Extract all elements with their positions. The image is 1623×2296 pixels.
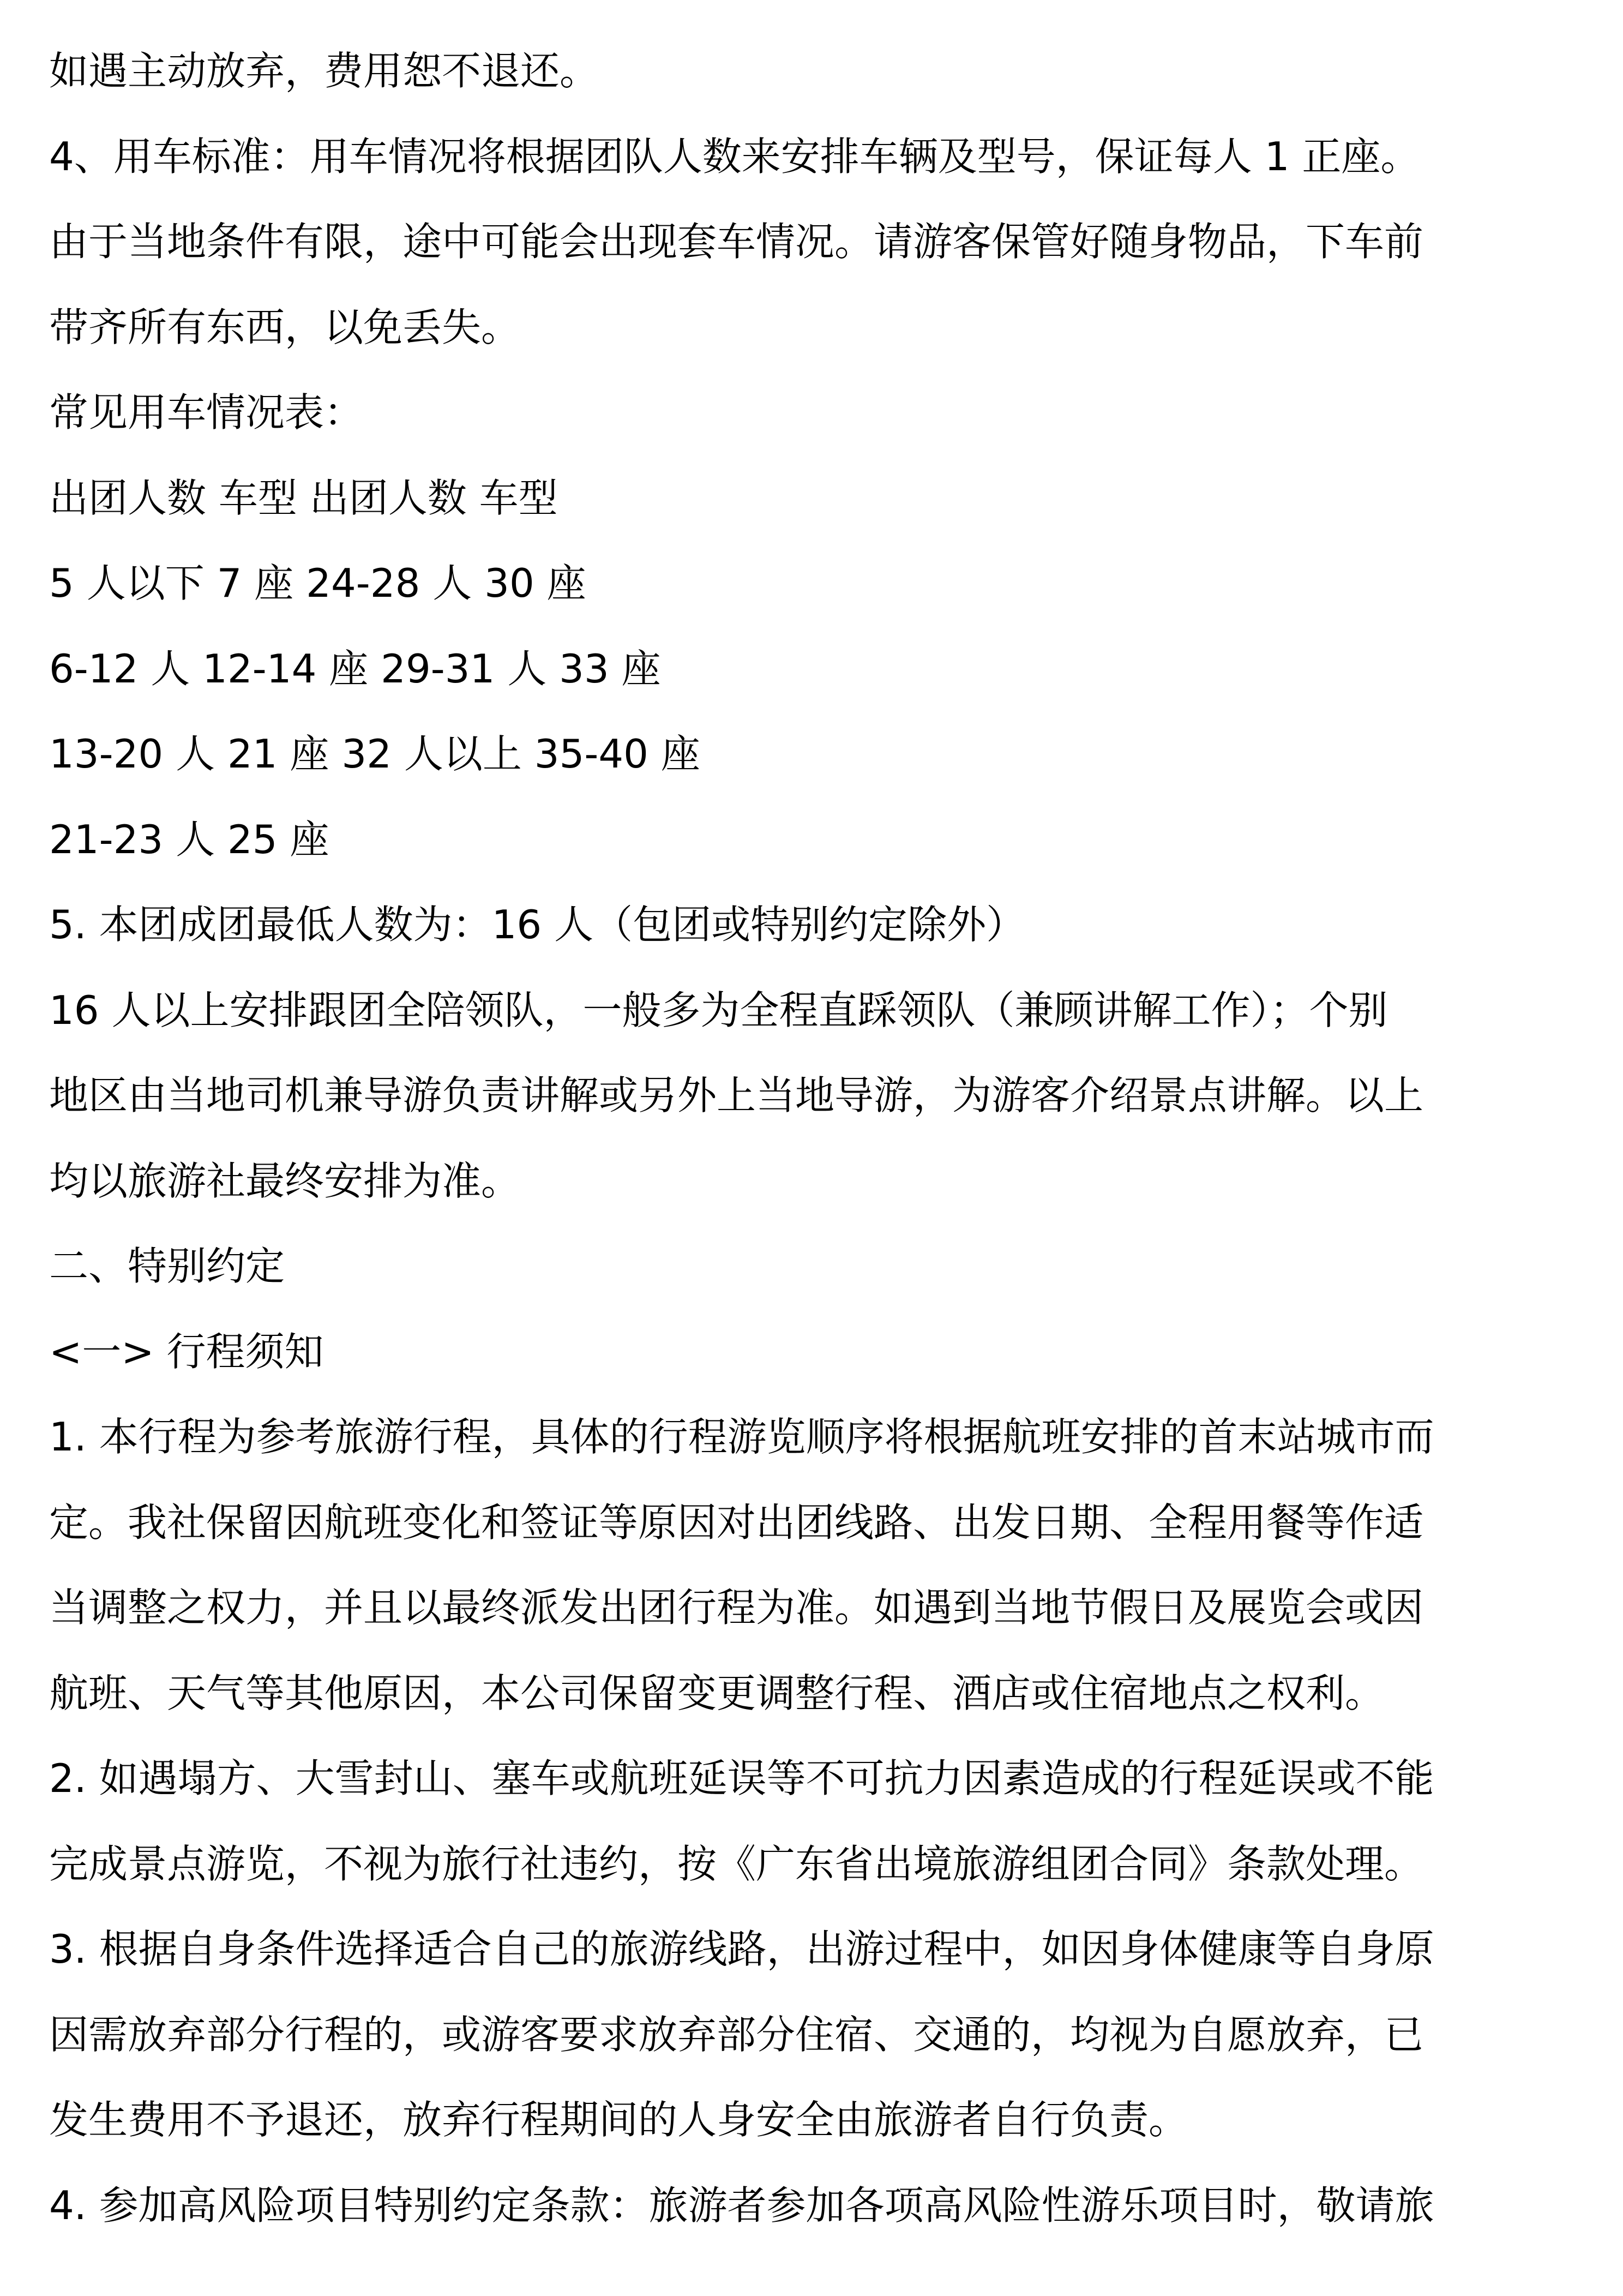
section-heading: 二、特别约定 [49,1243,285,1289]
text-line: 4、用车标准：用车情况将根据团队人数来安排车辆及型号，保证每人 1 正座。 [49,134,1420,179]
vehicle-table-row: 21-23 人 25 座 [49,817,329,862]
text-line: 2. 如遇塌方、大雪封山、塞车或航班延误等不可抗力因素造成的行程延误或不能 [49,1755,1434,1801]
subsection-heading: <一> 行程须知 [49,1329,324,1375]
text-line: 16 人以上安排跟团全陪领队，一般多为全程直踩领队（兼顾讲解工作）；个别 [49,987,1388,1033]
vehicle-table-row: 6-12 人 12-14 座 29-31 人 33 座 [49,646,661,692]
text-line: 由于当地条件有限，途中可能会出现套车情况。请游客保管好随身物品，下车前 [49,219,1424,265]
text-line: 带齐所有东西，以免丢失。 [49,304,521,350]
text-line: 地区由当地司机兼导游负责讲解或另外上当地导游，为游客介绍景点讲解。以上 [49,1072,1424,1118]
text-line: 均以旅游社最终安排为准。 [49,1158,521,1204]
text-line: 当调整之权力，并且以最终派发出团行程为准。如遇到当地节假日及展览会或因 [49,1585,1424,1630]
vehicle-table-header: 出团人数 车型 出团人数 车型 [49,475,558,521]
text-line: 如遇主动放弃，费用恕不退还。 [49,48,599,94]
text-line: 常见用车情况表： [49,389,364,435]
text-line: 4. 参加高风险项目特别约定条款：旅游者参加各项高风险性游乐项目时，敬请旅 [49,2183,1434,2228]
text-line: 5. 本团成团最低人数为：16 人（包团或特别约定除外） [49,902,1026,948]
vehicle-table-row: 13-20 人 21 座 32 人以上 35-40 座 [49,731,700,777]
text-line: 1. 本行程为参考旅游行程，具体的行程游览顺序将根据航班安排的首末站城市而 [49,1414,1434,1460]
vehicle-table-row: 5 人以下 7 座 24-28 人 30 座 [49,560,586,606]
text-line: 发生费用不予退还，放弃行程期间的人身安全由旅游者自行负责。 [49,2097,1188,2143]
text-line: 3. 根据自身条件选择适合自己的旅游线路，出游过程中，如因身体健康等自身原 [49,1926,1434,1972]
text-line: 因需放弃部分行程的，或游客要求放弃部分住宿、交通的，均视为自愿放弃，已 [49,2012,1424,2058]
text-line: 定。我社保留因航班变化和签证等原因对出团线路、出发日期、全程用餐等作适 [49,1500,1424,1545]
text-line: 航班、天气等其他原因，本公司保留变更调整行程、酒店或住宿地点之权利。 [49,1670,1385,1716]
text-line: 完成景点游览，不视为旅行社违约，按《广东省出境旅游组团合同》条款处理。 [49,1841,1424,1887]
